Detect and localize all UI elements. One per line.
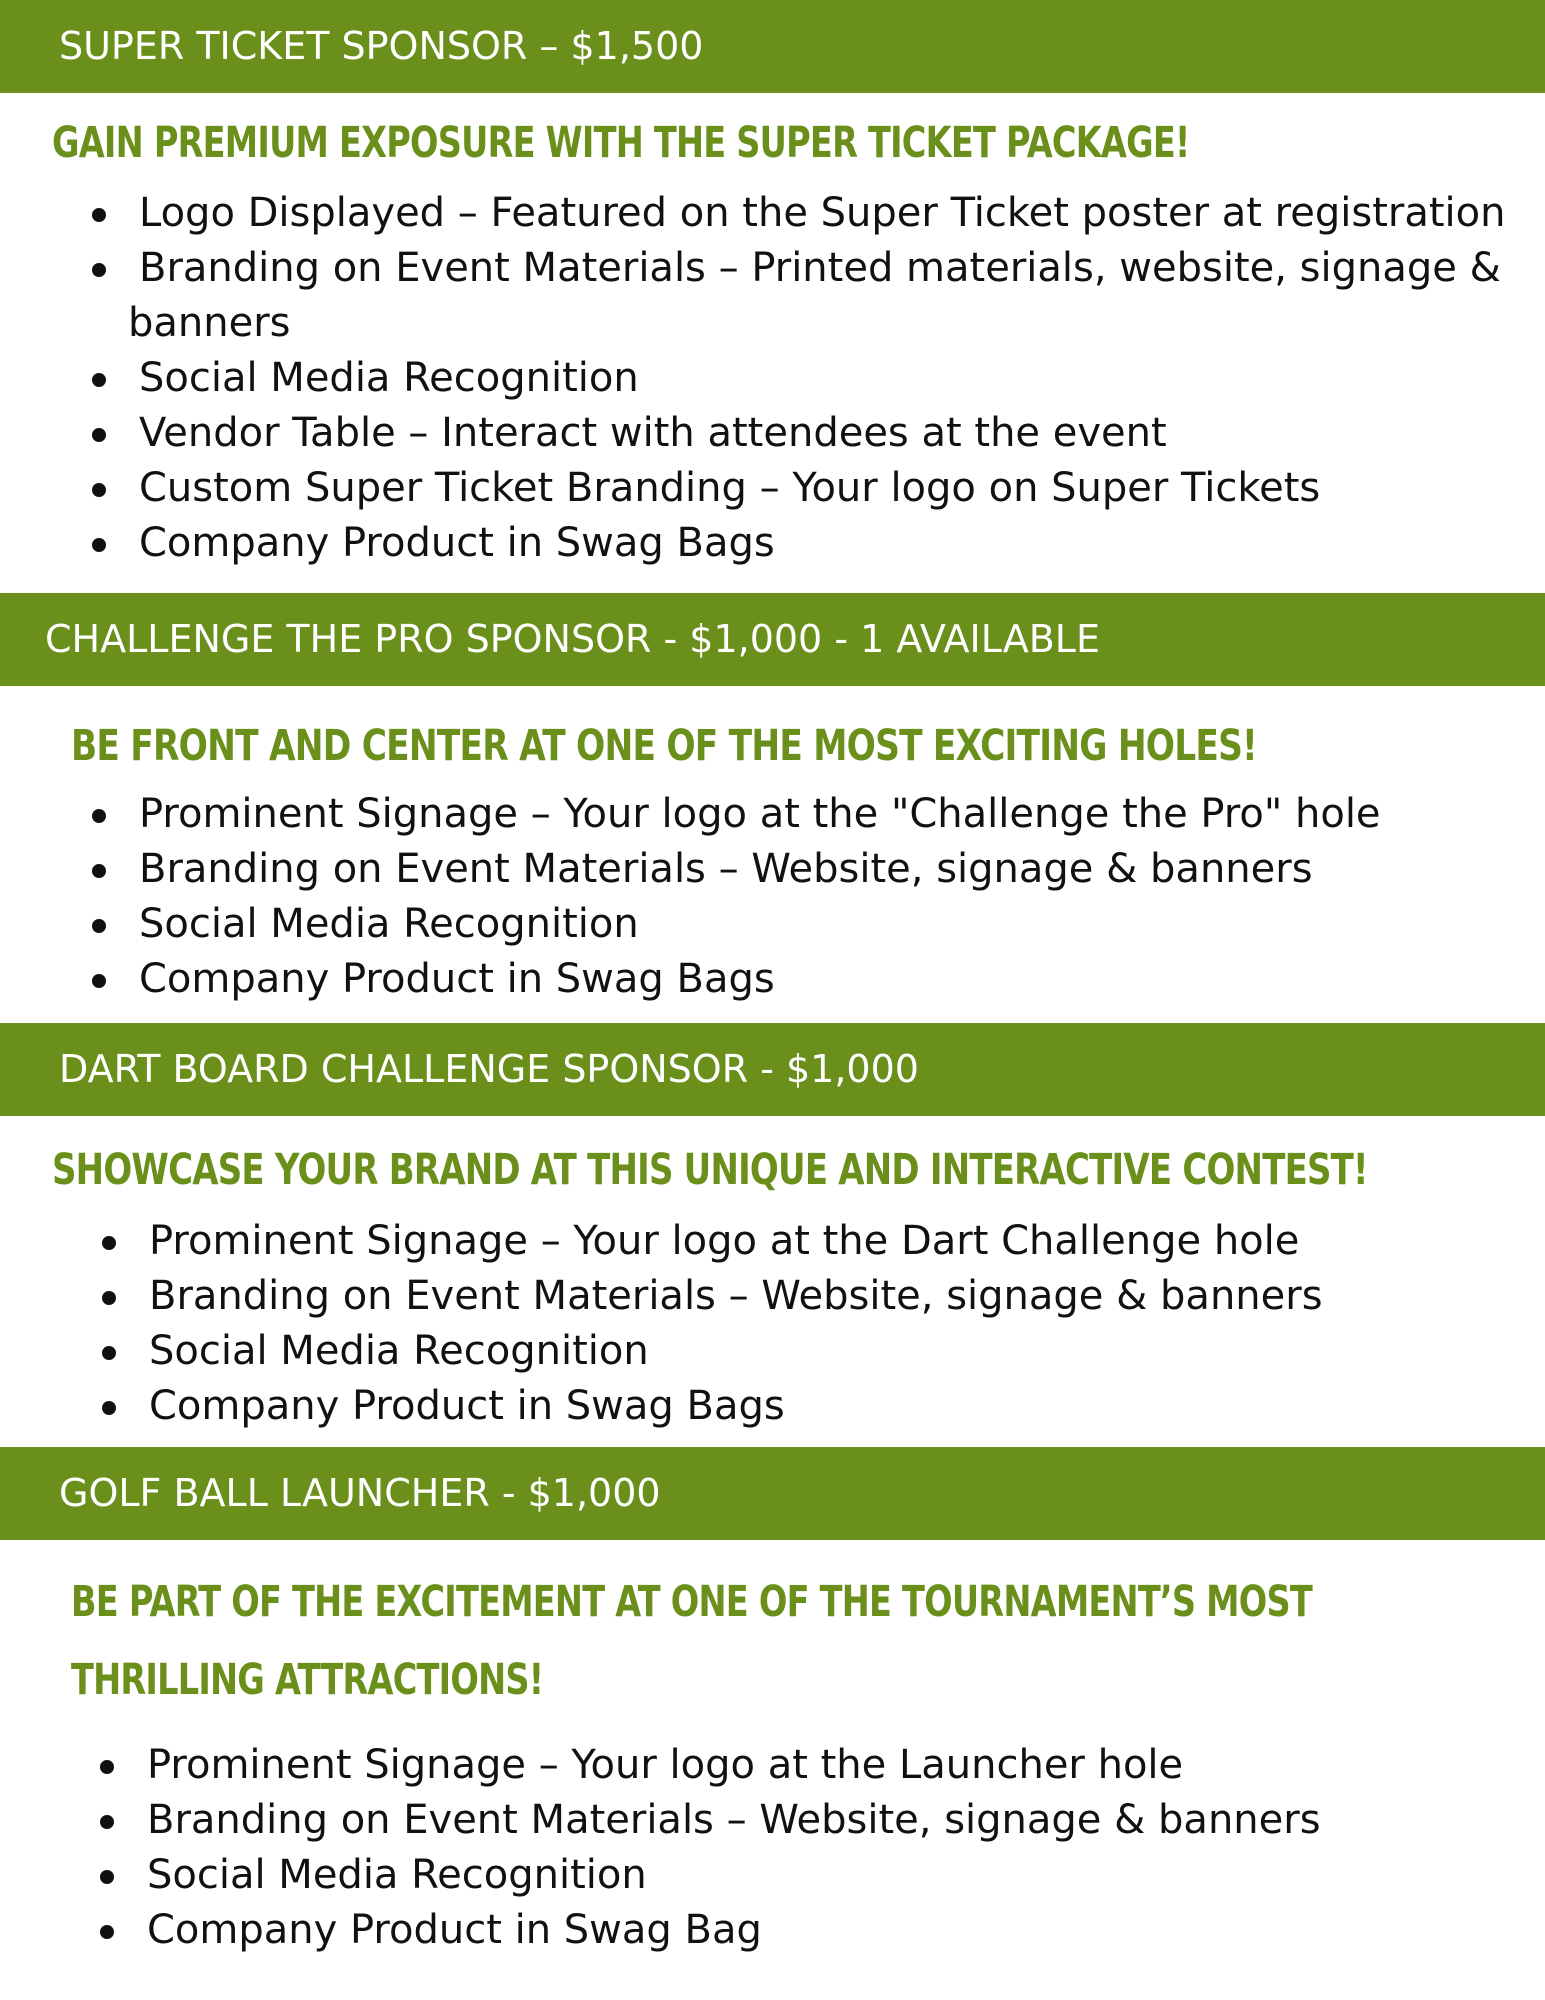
benefit-list: [149, 1214, 1519, 1434]
bullet-icon: [100, 1760, 114, 1774]
bullet-icon: [92, 208, 106, 222]
section-title: DART BOARD CHALLENGE SPONSOR - $1,000: [59, 1047, 919, 1091]
list-item: Custom Super Ticket Branding – Your logo on Super Tickets: [139, 461, 1519, 516]
section-header-golf-ball-launcher: [0, 1447, 1545, 1540]
list-item: Prominent Signage – Your logo at the Launcher hole: [147, 1738, 1517, 1793]
bullet-icon: [92, 428, 106, 442]
list-item: Prominent Signage – Your logo at the Dart Challenge hole: [149, 1214, 1519, 1269]
bullet-icon: [102, 1236, 116, 1250]
bullet-icon: [100, 1925, 114, 1939]
section-headline-line-2: THRILLING ATTRACTIONS!: [71, 1655, 544, 1705]
list-item: Logo Displayed – Featured on the Super Ticket poster at registration: [139, 186, 1519, 241]
section-header-super-ticket: [0, 0, 1545, 93]
section-title: GOLF BALL LAUNCHER - $1,000: [59, 1471, 661, 1515]
bullet-icon: [102, 1401, 116, 1415]
bullet-icon: [92, 864, 106, 878]
bullet-icon: [92, 919, 106, 933]
bullet-icon: [100, 1870, 114, 1884]
section-headline: SHOWCASE YOUR BRAND AT THIS UNIQUE AND INTERACTIVE CONTEST!: [52, 1145, 1368, 1195]
section-title: SUPER TICKET SPONSOR – $1,500: [59, 24, 704, 68]
section-title: CHALLENGE THE PRO SPONSOR - $1,000 - 1 AVAILABLE: [45, 617, 1100, 661]
section-header-dart-board: [0, 1023, 1545, 1116]
bullet-icon: [92, 263, 106, 277]
list-item: Company Product in Swag Bags: [139, 952, 1519, 1007]
bullet-icon: [102, 1291, 116, 1305]
bullet-icon: [92, 483, 106, 497]
list-item: Vendor Table – Interact with attendees at the event: [139, 406, 1519, 461]
list-item: Branding on Event Materials – Website, signage & banners: [147, 1793, 1517, 1848]
list-item: Company Product in Swag Bags: [139, 516, 1519, 571]
section-headline: GAIN PREMIUM EXPOSURE WITH THE SUPER TICKET PACKAGE!: [52, 118, 1190, 168]
benefit-list: [139, 787, 1519, 1007]
list-item: Branding on Event Materials – Website, signage & banners: [149, 1269, 1519, 1324]
list-item: Prominent Signage – Your logo at the "Challenge the Pro" hole: [139, 787, 1519, 842]
bullet-icon: [92, 538, 106, 552]
section-headline-line-1: BE PART OF THE EXCITEMENT AT ONE OF THE TOURNAMENT’S MOST: [71, 1577, 1312, 1627]
section-headline: BE FRONT AND CENTER AT ONE OF THE MOST EXCITING HOLES!: [71, 721, 1257, 771]
bullet-icon: [92, 809, 106, 823]
benefit-list: [128, 186, 1519, 571]
list-item: Branding on Event Materials – Website, signage & banners: [139, 842, 1519, 897]
list-item-continuation: banners: [128, 300, 291, 346]
list-item: Company Product in Swag Bags: [149, 1379, 1519, 1434]
list-item: Social Media Recognition: [149, 1324, 1519, 1379]
benefit-list: [147, 1738, 1517, 1958]
bullet-icon: [102, 1346, 116, 1360]
list-item: Company Product in Swag Bag: [147, 1903, 1517, 1958]
bullet-icon: [92, 373, 106, 387]
section-header-challenge-pro: [0, 593, 1545, 686]
bullet-icon: [92, 974, 106, 988]
list-item: Social Media Recognition: [139, 351, 1519, 406]
list-item: Social Media Recognition: [139, 897, 1519, 952]
list-item: Social Media Recognition: [147, 1848, 1517, 1903]
list-item: Branding on Event Materials – Printed materials, website, signage &: [139, 241, 1519, 296]
bullet-icon: [100, 1815, 114, 1829]
